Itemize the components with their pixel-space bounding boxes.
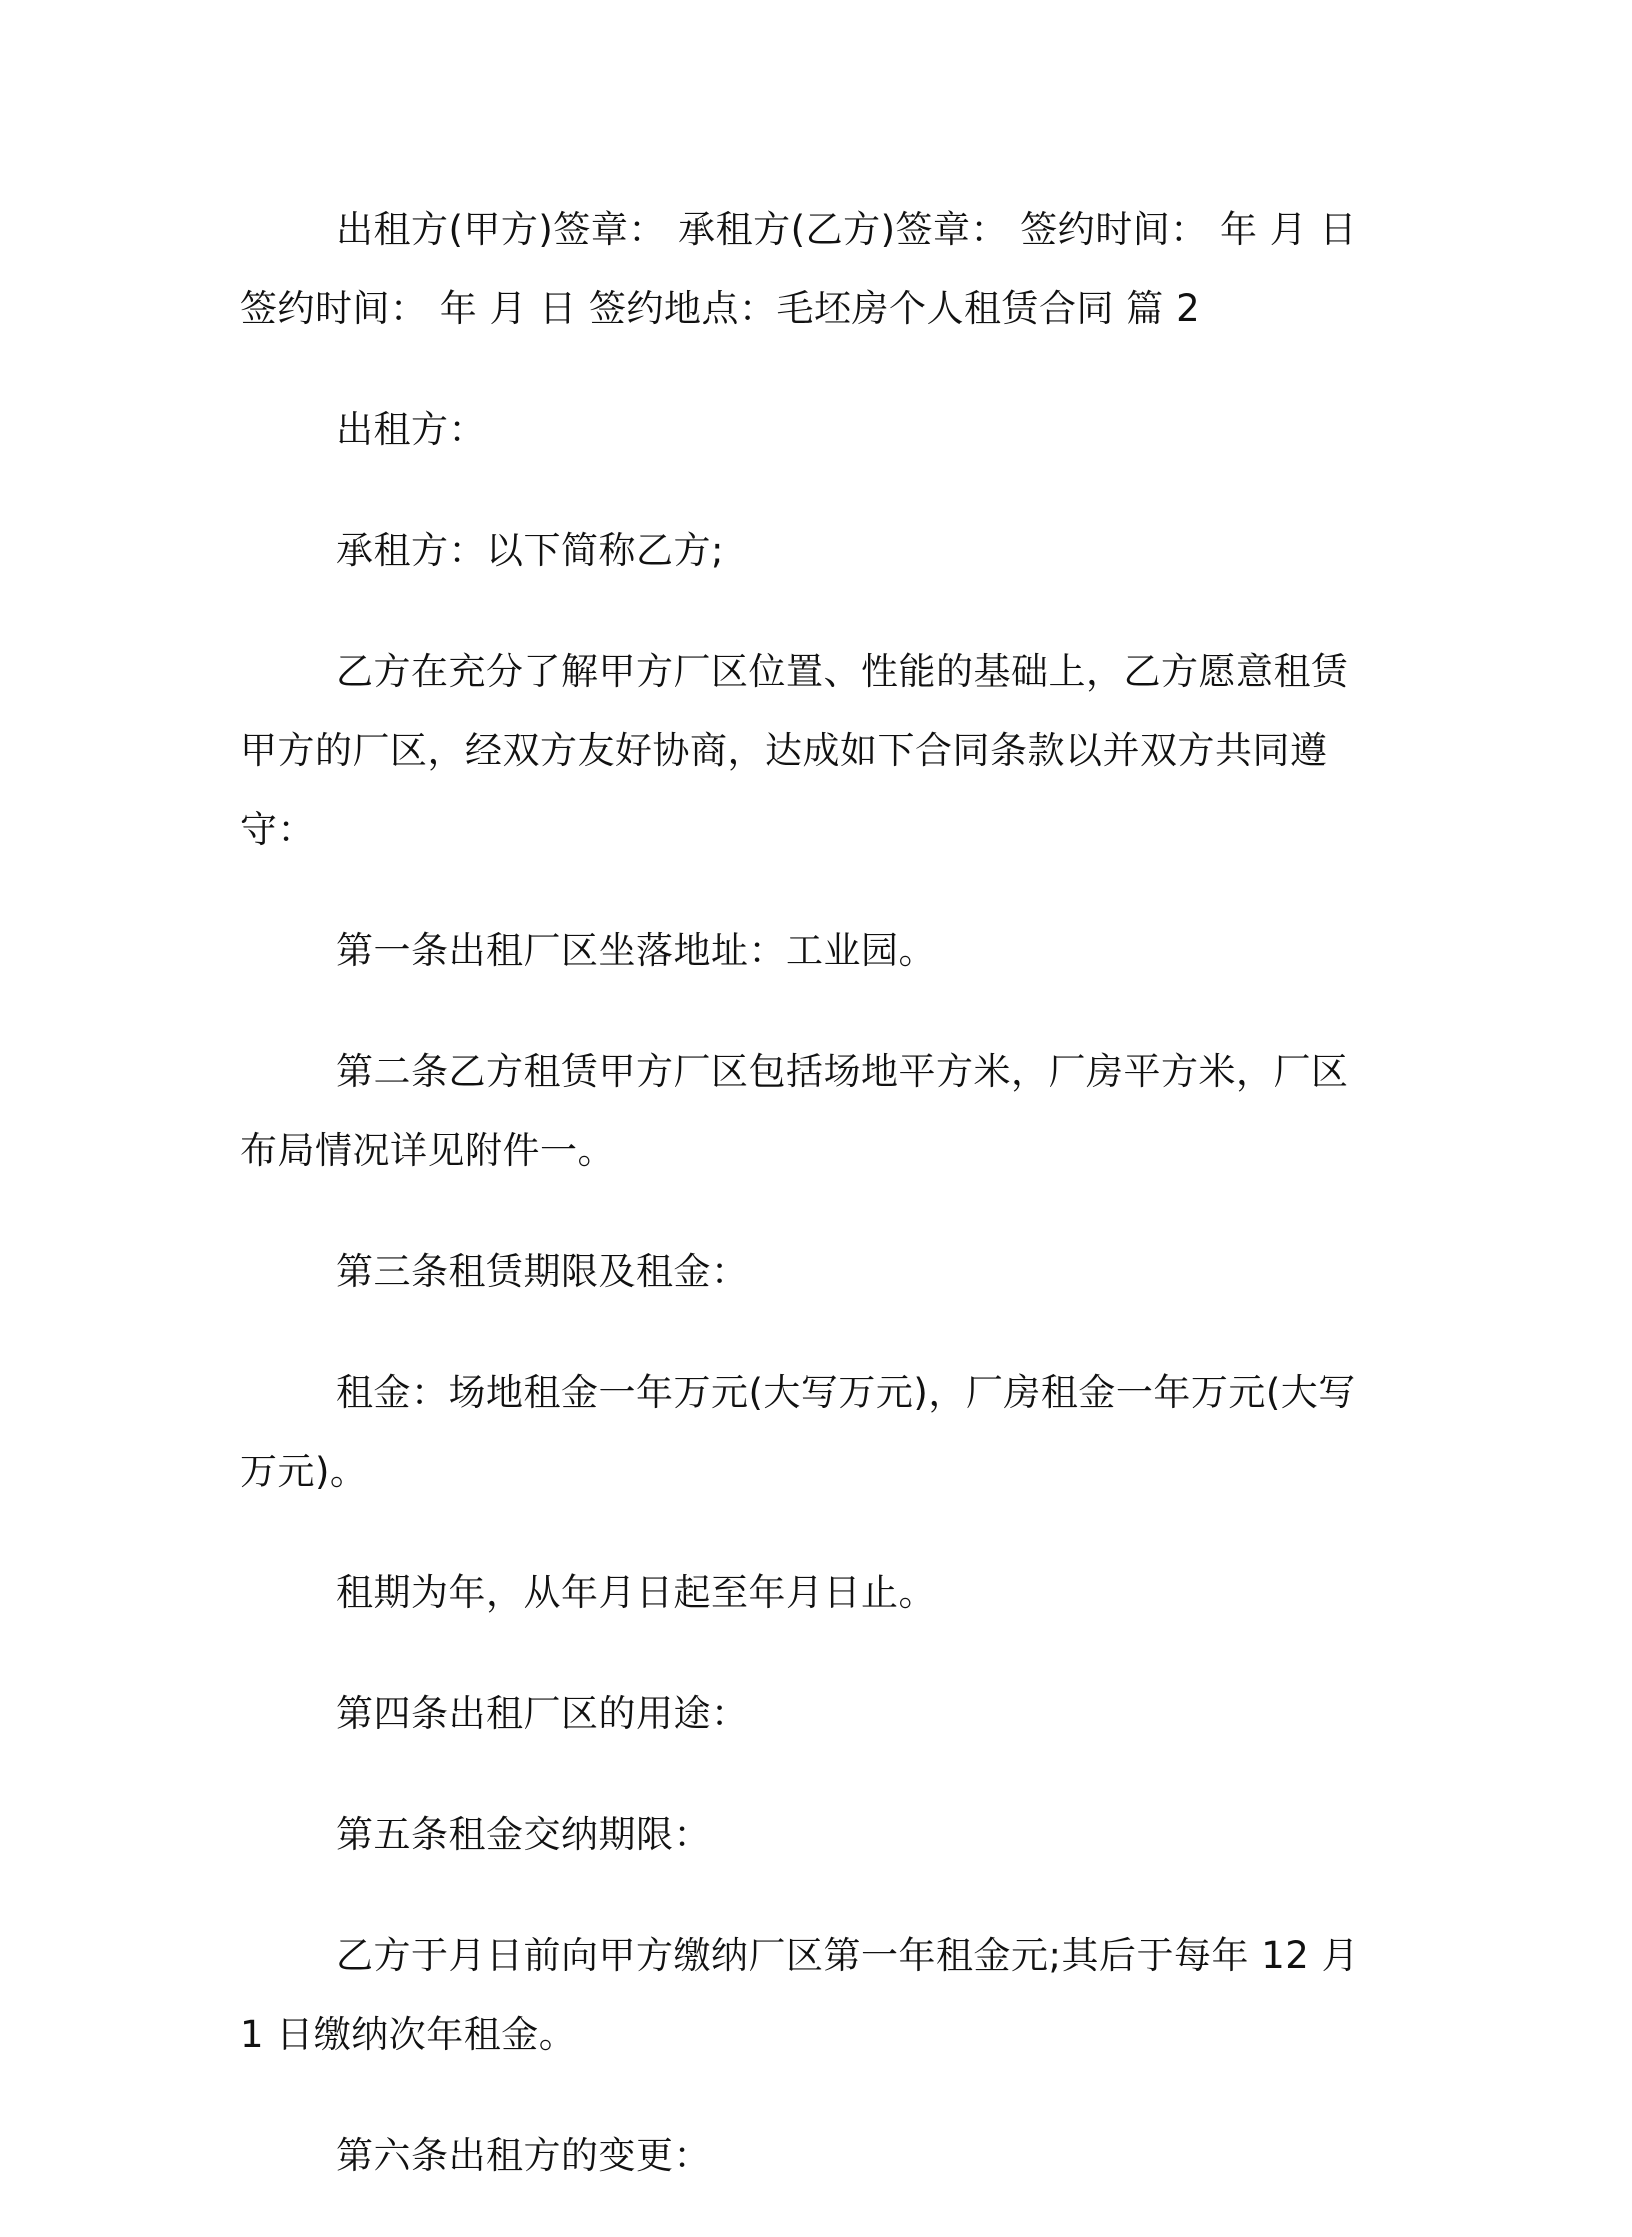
paragraph-term: 租期为年，从年月日起至年月日止。	[336, 1571, 936, 1614]
paragraph-article-6: 第六条出租方的变更：	[336, 2134, 711, 2177]
paragraph-lessee: 承租方：以下简称乙方;	[336, 529, 724, 572]
paragraph-article-4: 第四条出租厂区的用途：	[336, 1692, 749, 1735]
paragraph-preamble: 乙方在充分了解甲方厂区位置、性能的基础上，乙方愿意租赁甲方的厂区，经双方友好协商，达成如下合同条款以并双方共同遵守：	[240, 650, 1349, 851]
paragraph-rent: 租金：场地租金一年万元(大写万元)，厂房租金一年万元(大写万元)。	[240, 1371, 1356, 1493]
document-body	[240, 190, 1380, 2237]
paragraph-payment: 乙方于月日前向甲方缴纳厂区第一年租金元;其后于每年 12 月 1 日缴纳次年租金。	[240, 1934, 1360, 2056]
paragraph-article-1: 第一条出租厂区坐落地址：工业园。	[336, 929, 936, 972]
paragraph-article-2: 第二条乙方租赁甲方厂区包括场地平方米，厂房平方米，厂区布局情况详见附件一。	[240, 1050, 1349, 1172]
paragraph-lessor: 出租方：	[336, 408, 486, 451]
paragraph-signatures: 出租方(甲方)签章： 承租方(乙方)签章： 签约时间： 年 月 日 签约时间： 年 月 日 签约地点：毛坯房个人租赁合同 篇 2	[240, 208, 1358, 330]
paragraph-article-3: 第三条租赁期限及租金：	[336, 1250, 749, 1293]
paragraph-article-5: 第五条租金交纳期限：	[336, 1813, 711, 1856]
